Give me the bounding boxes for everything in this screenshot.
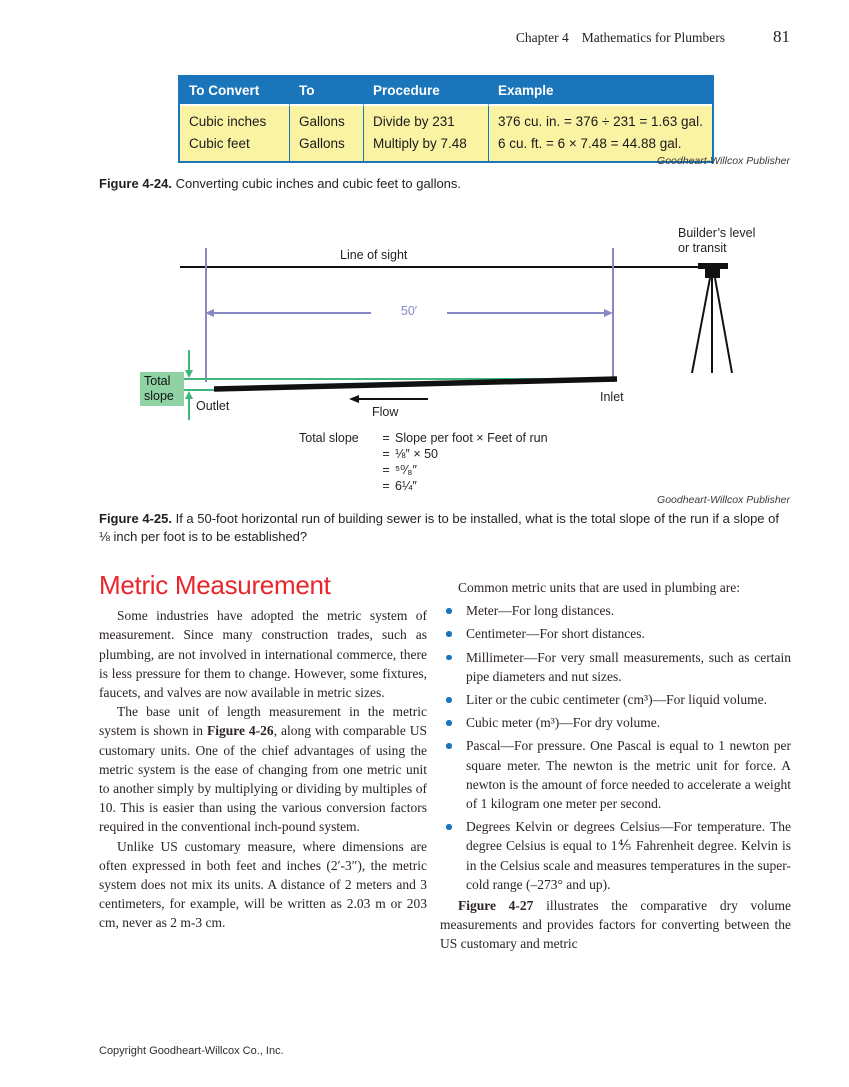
running-head xyxy=(516,27,790,47)
transit-icon xyxy=(685,261,740,379)
dimension-line-left xyxy=(213,312,371,314)
intro-paragraph: Common metric units that are used in plumbing are: xyxy=(458,580,740,595)
figure-caption-4-24 xyxy=(99,175,799,193)
list-item-text: Cubic meter (m³)—For dry volume. xyxy=(466,715,661,731)
cell-to-2: Gallons xyxy=(289,133,363,161)
bullet-icon xyxy=(440,624,466,643)
cell-procedure-1: Divide by 231 xyxy=(363,106,488,133)
paragraph-2-text: The base unit of length measurement in the metric system is shown in xyxy=(99,704,427,739)
header-cell-procedure: Procedure xyxy=(363,77,488,106)
cell-procedure-2: Multiply by 7.48 xyxy=(363,133,488,161)
equation-rhs-3: ⁵⁰⁄₈″ xyxy=(395,463,417,477)
slope-arrow-upper xyxy=(188,350,190,370)
bullet-icon xyxy=(440,601,466,620)
figure-4-25-diagram xyxy=(0,215,849,505)
line-of-sight-label: Line of sight xyxy=(340,248,408,262)
paragraph-2 xyxy=(99,702,427,836)
builders-level-label xyxy=(678,226,755,256)
total-slope-equations xyxy=(299,430,548,494)
outlet-label: Outlet xyxy=(196,399,230,413)
list-item xyxy=(440,601,791,620)
list-item-text: Degrees Kelvin or degrees Celsius—For temperature. The degree Celsius is equal to 1⅘ Fahrenheit degree. Kelvin is in the Celsius scale and measures temperatures in the super-cold range (–273° and up). xyxy=(466,819,791,892)
figure-4-27-reference: Figure 4-27 xyxy=(458,898,534,914)
list-item xyxy=(440,690,791,709)
equation-rhs-1: Slope per foot × Feet of run xyxy=(395,431,548,445)
caption-label: Figure 4-25. xyxy=(99,511,172,526)
left-column xyxy=(99,570,428,933)
figure-4-26-reference: Figure 4-26 xyxy=(207,723,274,739)
slope-arrow-lower xyxy=(188,399,190,420)
equals-sign: = xyxy=(382,431,390,445)
line-of-sight-line xyxy=(180,266,708,268)
paragraph-1: Some industries have adopted the metric system of measurement. Since many construction trades, such as plumbing, are not involved in international commerce, there is less pressure for them to change. However, some fixtures, faucets, and valves are now available in metric sizes. xyxy=(99,608,427,701)
sewer-pipe-line xyxy=(210,370,622,395)
closing-paragraph xyxy=(440,896,791,954)
flow-arrow-line xyxy=(358,398,428,400)
list-item-text: Pascal—For pressure. One Pascal is equal to 1 newton per square meter. The newton is the metric unit for force. A newton is the amount of force needed to accelerate a weight of 1 kilogram one meter per second. xyxy=(466,738,791,812)
section-heading: Metric Measurement xyxy=(99,570,331,600)
paragraph-3: Unlike US customary measure, where dimensions are often expressed in both feet and inches (2′-3″), the metric system does not mix its units. A distance of 2 meters and 3 centimeters, for example, will be written as 2.03 m or 203 cm, never as 2 m-3 cm. xyxy=(99,838,427,931)
cell-convert-1: Cubic inches xyxy=(180,106,289,133)
inlet-label: Inlet xyxy=(600,390,624,404)
list-item xyxy=(440,817,791,894)
caption-text: If a 50-foot horizontal run of building sewer is to be installed, what is the total slope of the run if a slope of ⅛ inch per foot is to be established? xyxy=(99,511,779,544)
publisher-credit: Goodheart-Willcox Publisher xyxy=(657,494,790,506)
list-item-text: Meter—For long distances. xyxy=(466,603,615,619)
slope-arrowhead-down xyxy=(185,370,193,378)
slope-arrowhead-up xyxy=(185,391,193,399)
chapter-label: Chapter 4 xyxy=(515,30,569,45)
bullet-icon xyxy=(440,736,466,813)
list-item-text: Liter or the cubic centimeter (cm³)—For liquid volume. xyxy=(466,692,767,708)
chapter-title: Mathematics for Plumbers xyxy=(581,30,725,45)
dimension-label-50ft: 50′ xyxy=(381,304,437,318)
publisher-credit: Goodheart-Willcox Publisher xyxy=(657,155,790,167)
equals-sign: = xyxy=(382,463,390,477)
list-item xyxy=(440,648,791,686)
header-cell-example: Example xyxy=(488,77,712,106)
equals-sign: = xyxy=(382,447,390,461)
builders-level-line2: or transit xyxy=(678,241,727,255)
cell-to-1: Gallons xyxy=(289,106,363,133)
conversion-table xyxy=(178,75,714,163)
cell-example-2: 6 cu. ft. = 6 × 7.48 = 44.88 gal. xyxy=(488,133,712,161)
dimension-arrowhead-right xyxy=(604,309,613,317)
caption-label: Figure 4-24. xyxy=(99,176,172,191)
header-cell-to: To xyxy=(289,77,363,106)
equation-rhs-4: 6¼″ xyxy=(395,479,417,493)
total-slope-line1: Total xyxy=(144,374,171,388)
closing-paragraph-text: illustrates the comparative dry volume measurements and provides factors for converting between the US customary and metric xyxy=(440,898,791,952)
bullet-icon xyxy=(440,713,466,732)
list-item xyxy=(440,736,791,813)
list-item xyxy=(440,713,791,732)
bullet-icon xyxy=(440,817,466,894)
page-number: 81 xyxy=(773,27,790,46)
equals-sign: = xyxy=(382,479,390,493)
equation-rhs-2: ⅛″ × 50 xyxy=(395,447,438,461)
footer-copyright: Copyright Goodheart-Willcox Co., Inc. xyxy=(99,1045,284,1057)
bullet-icon xyxy=(440,690,466,709)
total-slope-label-box xyxy=(140,372,184,406)
right-column xyxy=(440,578,791,954)
figure-caption-4-25 xyxy=(99,510,793,545)
equation-lhs: Total slope xyxy=(299,431,359,445)
metric-units-list xyxy=(440,601,791,894)
list-item-text: Centimeter—For short distances. xyxy=(466,626,645,642)
bullet-icon xyxy=(440,648,466,686)
flow-label: Flow xyxy=(372,405,399,419)
cell-example-1: 376 cu. in. = 376 ÷ 231 = 1.63 gal. xyxy=(488,106,712,133)
list-item-text: Millimeter—For very small measurements, such as certain pipe diameters and nut sizes. xyxy=(466,649,791,684)
builders-level-line1: Builder’s level xyxy=(678,226,756,240)
total-slope-line2: slope xyxy=(144,389,174,403)
caption-text: Converting cubic inches and cubic feet to gallons. xyxy=(171,176,462,191)
dimension-line-right xyxy=(447,312,605,314)
paragraph-2-text: , along with comparable US customary units. One of the chief advantages of using the metric system is the ease of changing from one metric unit to another simply by multiplying or dividing by multiples of 10. This is easier than using the various conversion factors required in the conventional inch-pound system. xyxy=(99,723,428,835)
cell-convert-2: Cubic feet xyxy=(180,133,289,161)
header-cell-to-convert: To Convert xyxy=(180,77,289,106)
list-item xyxy=(440,624,791,643)
